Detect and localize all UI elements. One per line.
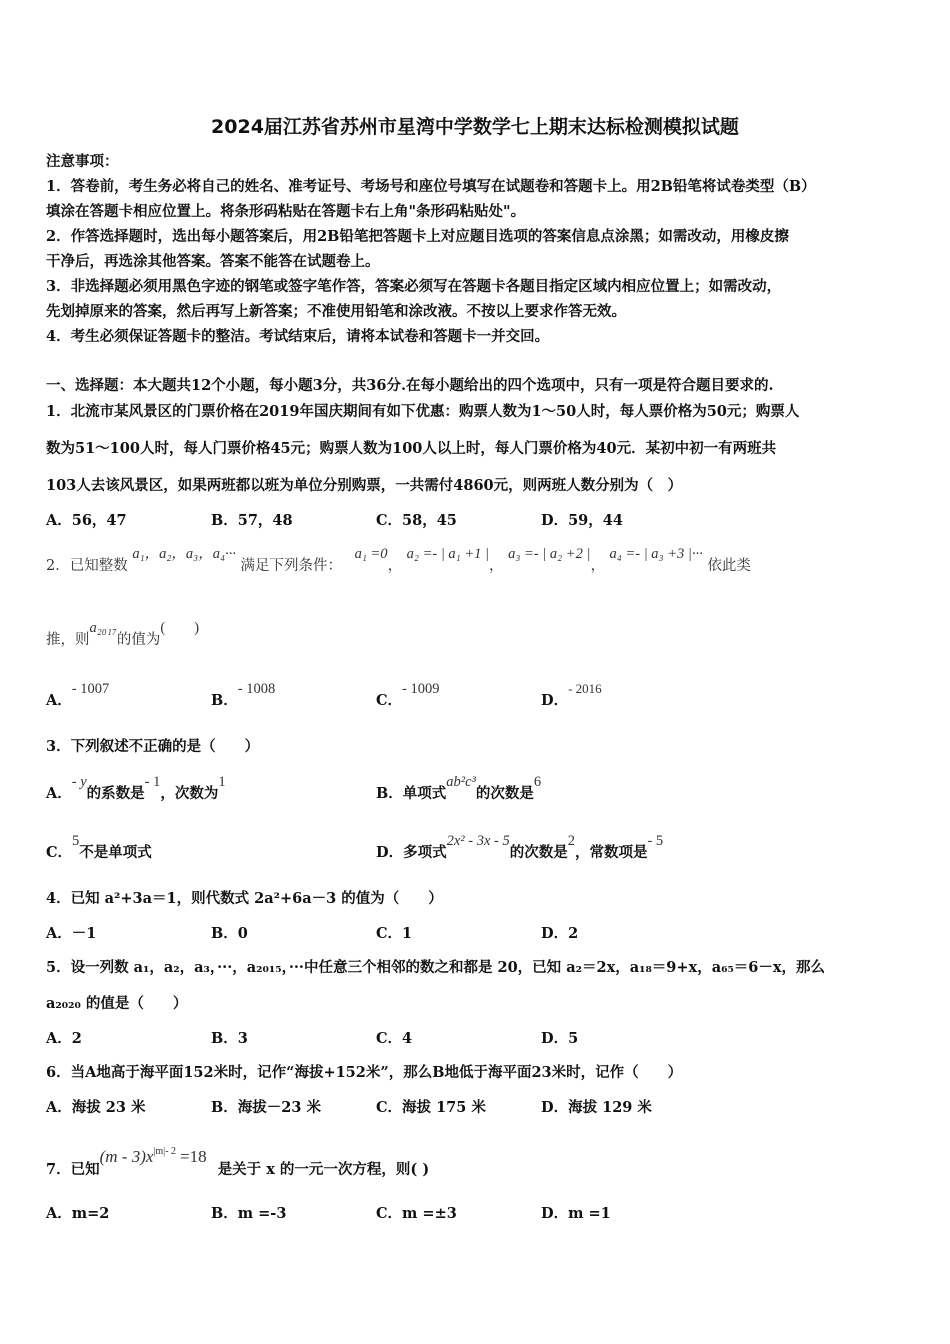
- q2-option-a-value: - 1007: [71, 681, 110, 697]
- q7-exponent: |m|- 2: [153, 1146, 177, 1157]
- section-heading: 一、选择题：本大题共12个小题，每小题3分，共36分.在每小题给出的四个选项中，只有一项是符合题目要求的.: [46, 377, 774, 394]
- page-title: 2024届江苏省苏州市星湾中学数学七上期末达标检测模拟试题: [211, 116, 739, 138]
- q3-option-b: B．单项式ab²c³的次数是6: [376, 774, 542, 802]
- q7-option-a: A．m=2: [46, 1205, 110, 1222]
- notice-line: 4．考生必须保证答题卡的整洁。考试结束后，请将本试卷和答题卡一并交回。: [46, 328, 550, 345]
- q1-option-c: C．58，45: [376, 512, 457, 529]
- question-2-line-1: 2．已知整数 a₁，a₂，a₃，a₄··· 满足下列条件： a₁ =0， a₂ =- | a₁ +1 |， a₃ =- | a₂ +2 |， a₄ =- | a₃ +3 |··· 依此类: [46, 546, 751, 574]
- question-7-stem: 7．已知$(m - 3)x^{|m|- 2} =18$ 是关于 x 的一元一次方程，则( ): [46, 1146, 430, 1178]
- q5-option-b: B．3: [211, 1030, 248, 1047]
- notice-heading: 注意事项：: [46, 153, 119, 170]
- question-1-line: 数为51～100人时，每人门票价格45元；购票人数为100人以上时，每人门票价格为40元．某初中初一有两班共: [46, 440, 777, 457]
- question-2-line-2: [46, 620, 904, 650]
- q2-option-d: D．- 2016: [541, 681, 602, 709]
- q2-condition-2: a₂ =- | a₁ +1 |: [406, 546, 489, 562]
- question-1-line: 1．北流市某风景区的门票价格在2019年国庆期间有如下优惠：购票人数为1～50人时，每人票价格为50元；购票人: [46, 403, 800, 420]
- q7-option-d: D．m =1: [541, 1205, 611, 1222]
- q2-option-d-value: - 2016: [568, 681, 602, 696]
- q6-option-c: C．海拔 175 米: [376, 1099, 486, 1116]
- q2-option-b: B．- 1008: [211, 681, 276, 709]
- question-5-line-2: a₂₀₂₀ 的值是（ ）: [46, 995, 188, 1012]
- question-5-line-1: 5．设一列数 a₁，a₂，a₃，···，a₂₀₁₅，···中任意三个相邻的数之和都是 20，已知 a₂＝2x，a₁₈＝9+x，a₆₅＝6－x，那么: [46, 959, 826, 976]
- q7-expr: (m - 3)x: [99, 1146, 154, 1166]
- q2-condition-3: a₃ =- | a₂ +2 |: [508, 546, 591, 562]
- q2-line2-b: 的值为: [116, 632, 161, 648]
- q2-option-b-value: - 1008: [237, 681, 276, 697]
- question-6-stem: 6．当A地高于海平面152米时，记作“海拔+152米”，那么B地低于海平面23米时，记作（ ）: [46, 1064, 683, 1081]
- q2-prefix: 2．已知整数: [46, 558, 128, 574]
- q2-sequence: a₁，a₂，a₃，a₄···: [132, 546, 236, 562]
- notice-line: 3．非选择题必须用黑色字迹的钢笔或签字笔作答，答案必须写在答题卡各题目指定区域内相应位置上；如需改动，: [46, 278, 782, 295]
- question-4-stem: 4．已知 a²+3a＝1，则代数式 2a²+6a－3 的值为（ ）: [46, 890, 443, 907]
- q6-option-a: A．海拔 23 米: [46, 1099, 146, 1116]
- q2-suffix: 依此类: [707, 558, 751, 574]
- q1-option-d: D．59，44: [541, 512, 623, 529]
- q7-option-c: C．m =±3: [376, 1205, 457, 1222]
- q5-option-a: A．2: [46, 1030, 82, 1047]
- question-1-line: 103人去该风景区，如果两班都以班为单位分别购票，一共需付4860元，则两班人数分别为（ ）: [46, 477, 683, 494]
- q7-option-b: B．m =-3: [211, 1205, 287, 1222]
- q2-paren: ( ): [160, 620, 200, 636]
- q3-a-expr: - y: [71, 774, 87, 790]
- q2-line2-a: 推，则: [46, 632, 90, 648]
- q3-option-c: C．5不是单项式: [46, 833, 152, 861]
- q2-condition-1: a₁ =0: [354, 546, 388, 562]
- q4-option-b: B．0: [211, 925, 248, 942]
- q5-option-d: D．5: [541, 1030, 579, 1047]
- q2-middle: 满足下列条件：: [240, 558, 342, 574]
- q2-condition-4: a₄ =- | a₃ +3 |···: [609, 546, 703, 562]
- q4-option-d: D．2: [541, 925, 579, 942]
- q2-a2017: a₂₀₁₇: [89, 620, 117, 636]
- q4-option-c: C．1: [376, 925, 413, 942]
- q2-option-c-value: - 1009: [402, 681, 440, 697]
- notice-line: 填涂在答题卡相应位置上。将条形码粘贴在答题卡右上角"条形码粘贴处"。: [46, 203, 526, 220]
- q1-option-b: B．57，48: [211, 512, 293, 529]
- q3-b-expr: ab²c³: [446, 774, 476, 790]
- q5-option-c: C．4: [376, 1030, 413, 1047]
- q3-d-expr: 2x² - 3x - 5: [446, 833, 510, 849]
- q3-option-a: A．- y的系数是- 1，次数为1: [46, 774, 226, 802]
- q6-option-b: B．海拔－23 米: [211, 1099, 321, 1116]
- q1-option-a: A．56，47: [46, 512, 127, 529]
- q3-option-d: D．多项式2x² - 3x - 5的次数是2，常数项是- 5: [376, 833, 664, 861]
- q4-option-a: A．－1: [46, 925, 97, 942]
- q2-option-c: C．- 1009: [376, 681, 440, 709]
- question-3-stem: 3．下列叙述不正确的是（ ）: [46, 738, 260, 755]
- notice-line: 干净后，再选涂其他答案。答案不能答在试题卷上。: [46, 253, 380, 270]
- notice-line: 1．答卷前，考生务必将自己的姓名、准考证号、考场号和座位号填写在试题卷和答题卡上。用2B铅笔将试卷类型（B）: [46, 178, 816, 195]
- notice-line: 先划掉原来的答案，然后再写上新答案；不准使用铅笔和涂改液。不按以上要求作答无效。: [46, 303, 626, 320]
- q7-rhs: =18: [180, 1146, 207, 1166]
- q2-option-a: A．- 1007: [46, 681, 110, 709]
- notice-line: 2．作答选择题时，选出每小题答案后，用2B铅笔把答题卡上对应题目选项的答案信息点涂黑；如需改动，用橡皮擦: [46, 228, 789, 245]
- q6-option-d: D．海拔 129 米: [541, 1099, 652, 1116]
